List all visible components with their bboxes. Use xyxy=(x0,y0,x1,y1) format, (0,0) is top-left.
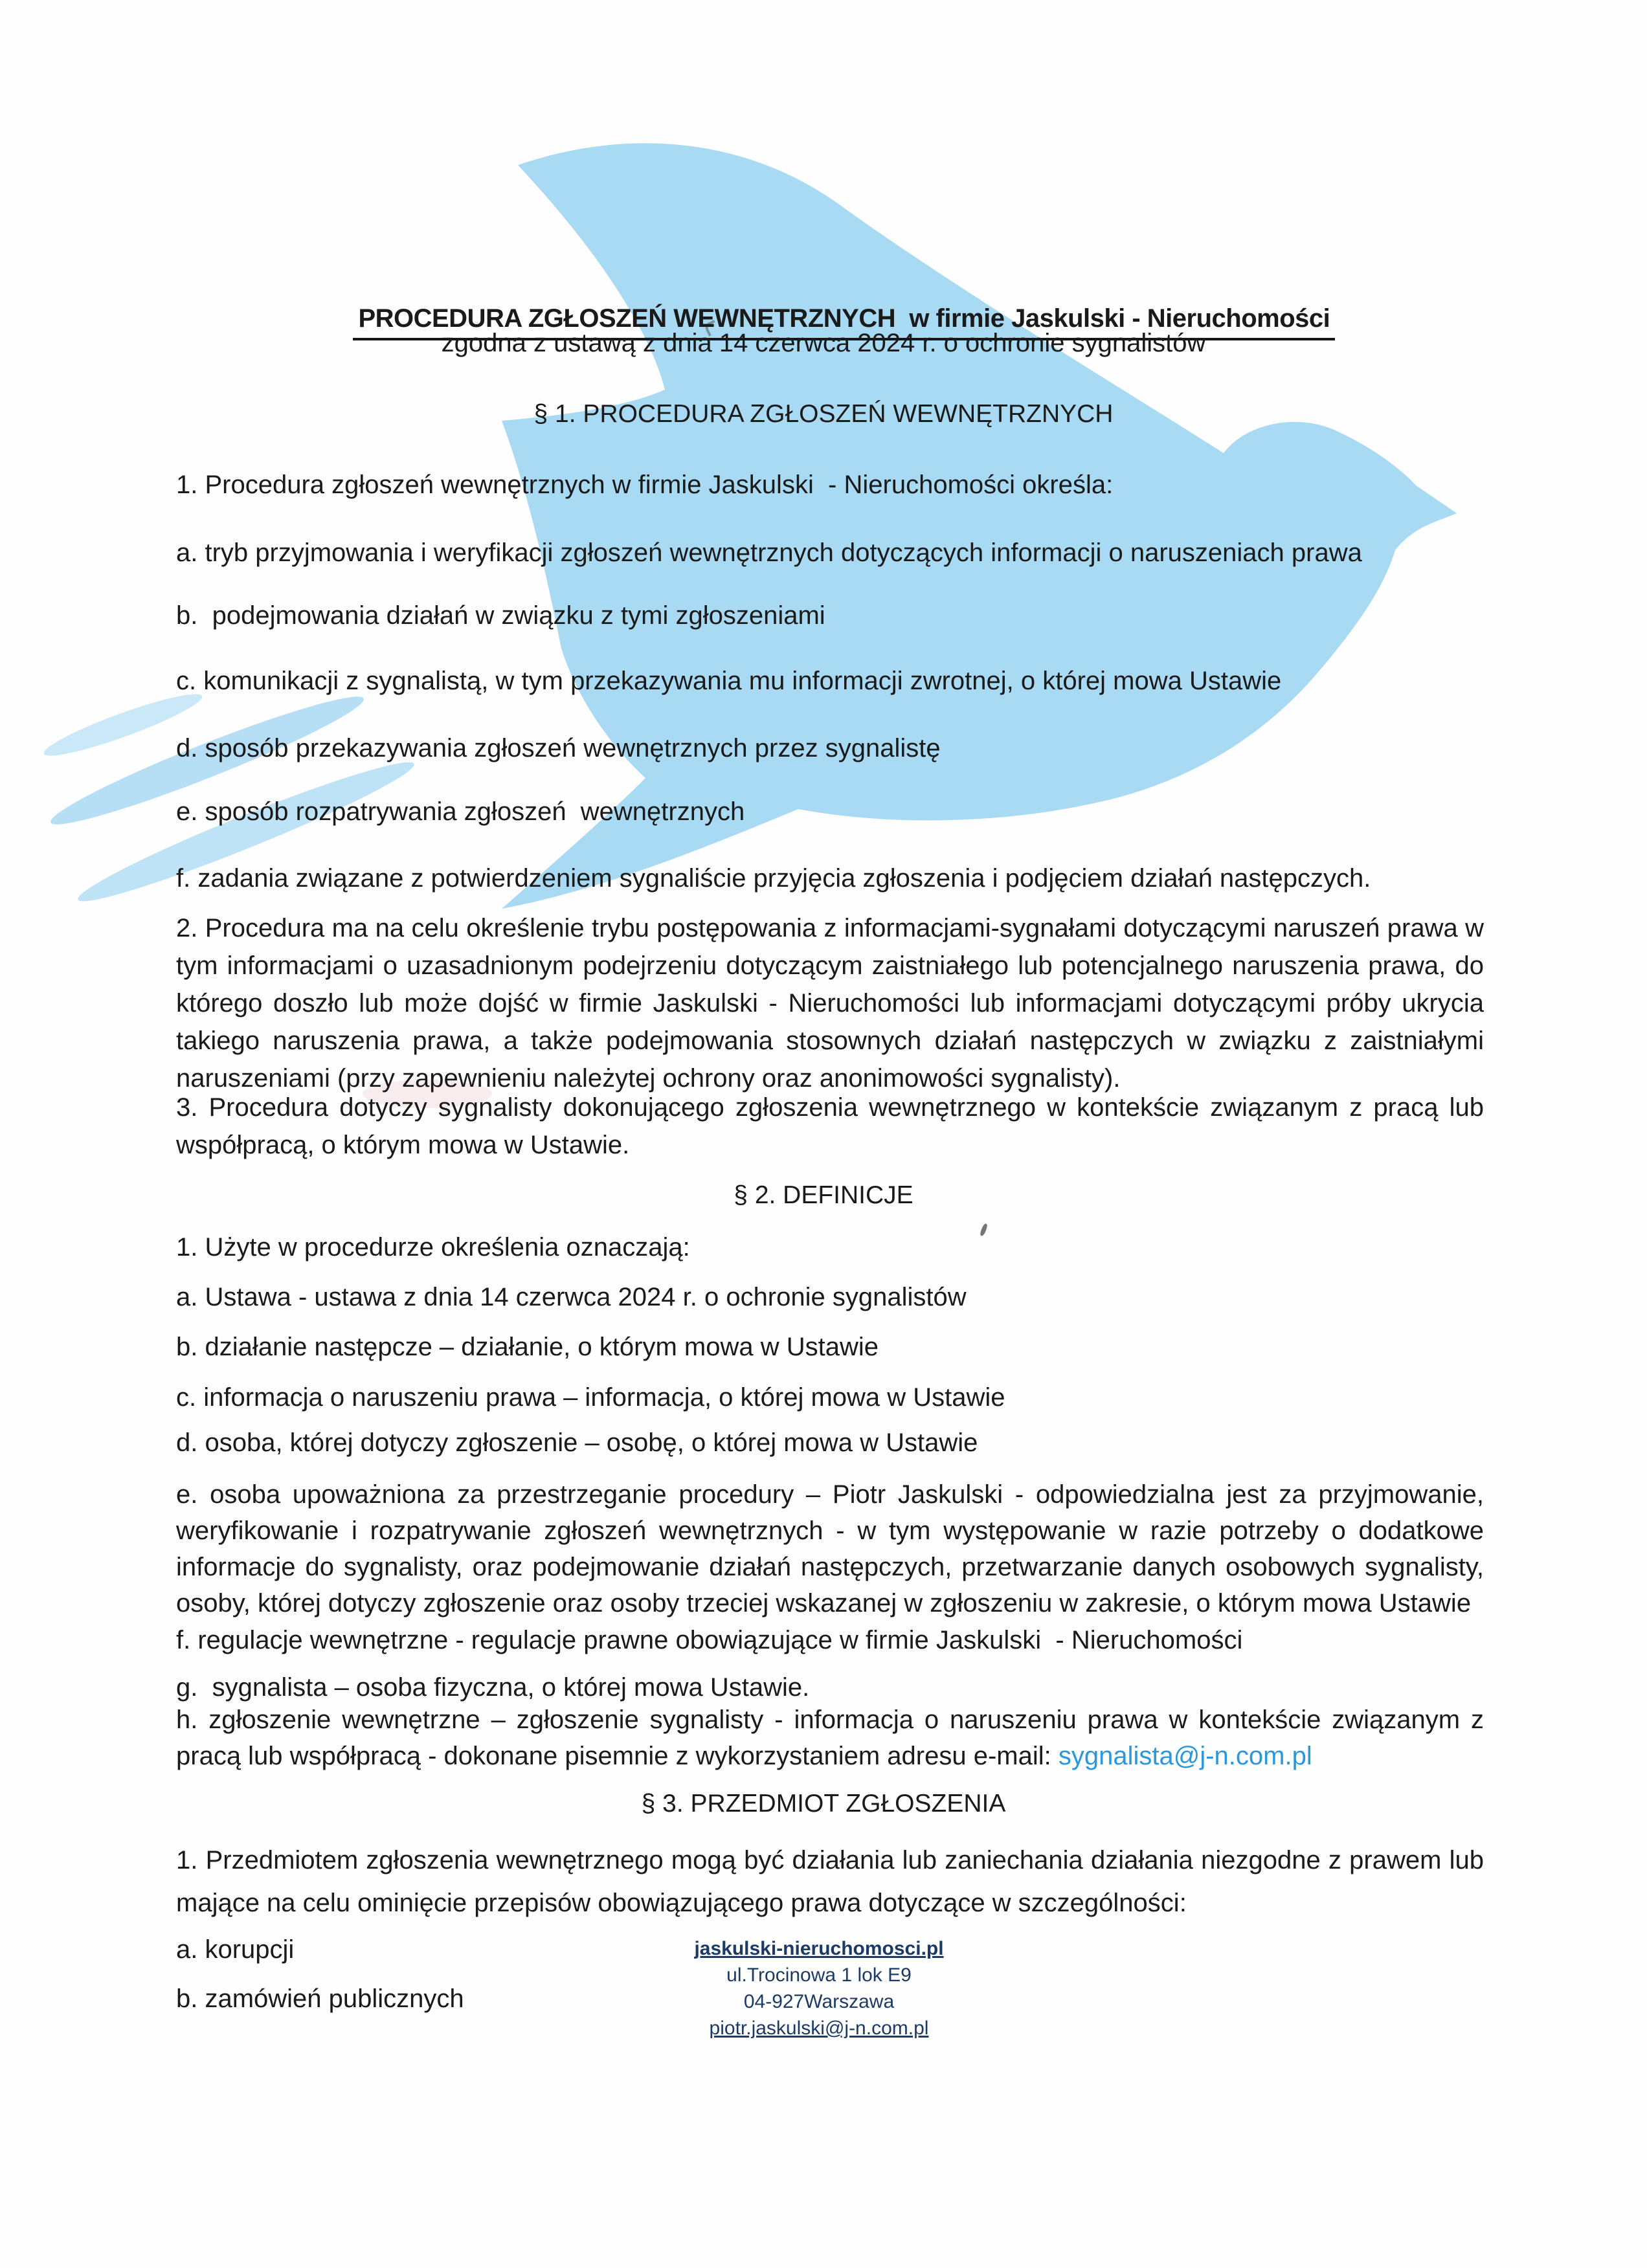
section3-item-b: b. zamówień publicznych xyxy=(176,1984,464,2013)
section1-item-a: a. tryb przyjmowania i weryfikacji zgłoszeń wewnętrznych dotyczących informacji o naruszeniach prawa xyxy=(176,539,1362,567)
section1-item-d: d. sposób przekazywania zgłoszeń wewnętrznych przez sygnalistę xyxy=(176,734,941,762)
footer-email-link[interactable]: piotr.jaskulski@j-n.com.pl xyxy=(709,2018,929,2039)
section2-item-d: d. osoba, której dotyczy zgłoszenie – osobę, o której mowa w Ustawie xyxy=(176,1429,978,1457)
section2-item-h-text: h. zgłoszenie wewnętrzne – zgłoszenie sygnalisty - informacja o naruszeniu prawa w kontekście związanym z pracą lub współpracą - dokonane pisemnie z wykorzystaniem adresu e-mail: xyxy=(176,1706,1484,1770)
section2-item-e: e. osoba upoważniona za przestrzeganie procedury – Piotr Jaskulski - odpowiedzialna jest za przyjmowanie, weryfikowanie i rozpatrywanie zgłoszeń wewnętrznych - w tym występowanie w razie potrzeby o dodatkowe informacje do sygnalisty, oraz podejmowanie działań następczych, przetwarzanie danych osobowych sygnalisty, osoby, której dotyczy zgłoszenie oraz osoby trzeciej wskazanej w zgłoszeniu w zakresie, o którym mowa Ustawie xyxy=(176,1480,1484,1618)
section2-item-h xyxy=(176,1702,1484,1774)
footer-website-link[interactable]: jaskulski-nieruchomosci.pl xyxy=(694,1938,944,1959)
section1-heading: § 1. PROCEDURA ZGŁOSZEŃ WEWNĘTRZNYCH xyxy=(533,400,1114,428)
section2-heading: § 2. DEFINICJE xyxy=(734,1181,913,1209)
section2-item-b: b. działanie następcze – działanie, o którym mowa w Ustawie xyxy=(176,1333,879,1361)
footer-address-line1: ul.Trocinowa 1 lok E9 xyxy=(726,1964,912,1986)
document-subtitle: zgodna z ustawą z dnia 14 czerwca 2024 r. o ochronie sygnalistów xyxy=(441,329,1206,357)
section1-item-f: f. zadania związane z potwierdzeniem sygnaliście przyjęcia zgłoszenia i podjęciem działań następczych. xyxy=(176,864,1371,893)
section1-para-2: 2. Procedura ma na celu określenie trybu postępowania z informacjami-sygnałami dotyczącymi naruszeń prawa w tym informacjami o uzasadnionym podejrzeniu dotyczącym zaistniałego lub potencjalnego naruszenia prawa, do którego doszło lub może dojść w firmie Jaskulski - Nieruchomości lub informacjami dotyczącymi próby ukrycia takiego naruszenia prawa, a także podejmowania stosownych działań następczych w związku z zaistniałymi naruszeniami (przy zapewnieniu należytej ochrony oraz anonimowości sygnalisty). xyxy=(176,914,1484,1093)
section3-item-a: a. korupcji xyxy=(176,1935,295,1964)
section1-item-b: b. podejmowania działań w związku z tymi zgłoszeniami xyxy=(176,601,825,630)
section1-item-e: e. sposób rozpatrywania zgłoszeń wewnętrznych xyxy=(176,797,745,826)
section2-item-c: c. informacja o naruszeniu prawa – informacja, o której mowa w Ustawie xyxy=(176,1383,1005,1412)
section1-item-c: c. komunikacji z sygnalistą, w tym przekazywania mu informacji zwrotnej, o której mowa Ustawie xyxy=(176,667,1282,695)
whistleblower-email-link[interactable]: sygnalista@j-n.com.pl xyxy=(1058,1742,1312,1770)
section2-item-a: a. Ustawa - ustawa z dnia 14 czerwca 2024 r. o ochronie sygnalistów xyxy=(176,1283,967,1311)
section2-item-g: g. sygnalista – osoba fizyczna, o której mowa Ustawie. xyxy=(176,1673,810,1702)
footer-contact-block xyxy=(583,1935,1055,2041)
section2-item-f: f. regulacje wewnętrzne - regulacje prawne obowiązujące w firmie Jaskulski - Nieruchomości xyxy=(176,1626,1243,1654)
footer-address-line2: 04-927Warszawa xyxy=(743,1991,895,2012)
section3-intro: 1. Przedmiotem zgłoszenia wewnętrznego mogą być działania lub zaniechania działania niezgodne z prawem lub mające na celu ominięcie przepisów obowiązującego prawa dotyczące w szczególności: xyxy=(176,1846,1484,1917)
section1-para-3: 3. Procedura dotyczy sygnalisty dokonującego zgłoszenia wewnętrznego w kontekście związanym z pracą lub współpracą, o którym mowa w Ustawie. xyxy=(176,1093,1484,1159)
section3-heading: § 3. PRZEDMIOT ZGŁOSZENIA xyxy=(641,1790,1006,1818)
document-title-text: PROCEDURA ZGŁOSZEŃ WEWNĘTRZNYCH w firmie Jaskulski - Nieruchomości xyxy=(353,304,1335,340)
section2-intro: 1. Użyte w procedurze określenia oznaczają: xyxy=(176,1233,690,1262)
section1-intro: 1. Procedura zgłoszeń wewnętrznych w firmie Jaskulski - Nieruchomości określa: xyxy=(176,471,1114,499)
